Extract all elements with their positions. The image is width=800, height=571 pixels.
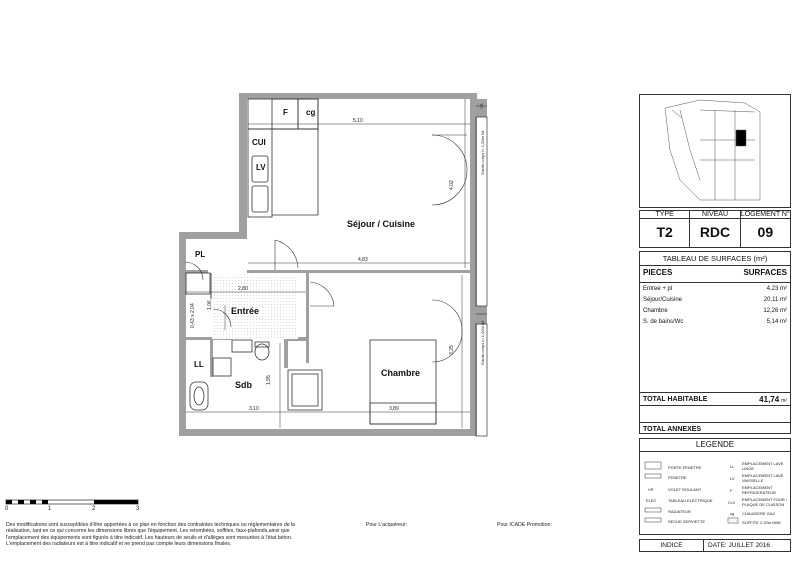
date-value: JUILLET 2016 (728, 542, 770, 549)
surface-row: S. de bains/Wc 5,14 m² (643, 318, 787, 325)
legend-soffite: SOFFITE 2.20m MINI (742, 520, 781, 525)
walls (179, 93, 487, 436)
legend-chaudiere-gaz: CHAUDIERE GAZ (742, 511, 775, 516)
scale-tick-1: 1 (48, 506, 52, 512)
logement-label: LOGEMENT N° (740, 211, 790, 218)
indice-label: INDICE (640, 540, 704, 551)
col-pieces: PIECES (643, 268, 673, 277)
scale-tick-3: 3 (136, 506, 140, 512)
col-surfaces: SURFACES (743, 268, 787, 277)
dim-510: 5,10 (353, 118, 363, 124)
logement-value: 09 (757, 224, 774, 240)
dim-195: 1,95 (266, 375, 272, 385)
legend-tableau-electrique: TABLEAU ELECTRIQUE (668, 498, 713, 503)
type-value: T2 (656, 224, 673, 240)
legend-refrigerateur: EMPLACEMENT REFRIGERATEUR (742, 485, 776, 495)
niveau-value: RDC (699, 224, 731, 240)
promotion-label: Pour ICADE Promotion: (497, 522, 552, 528)
room-label-cui: CUI (252, 138, 266, 147)
dim-280: 2,80 (238, 286, 248, 292)
legend-seche-serviette: SECHE SERVIETTE (668, 519, 706, 524)
key-plan-box (639, 94, 791, 208)
room-label-pl: PL (195, 250, 206, 259)
legend-lave-vaisselle: EMPLACEMENT LAVE VAISSELLE (742, 473, 784, 483)
room-label-sejour: Séjour / Cuisine (347, 219, 416, 229)
scale-bar (6, 500, 138, 504)
scale-tick-2: 2 (92, 506, 96, 512)
niveau-label: NIVEAU (690, 211, 739, 219)
surface-row: Entree + pl 4,23 m² (643, 285, 787, 292)
legend-cg-code: cg (730, 511, 735, 516)
dim-389: 3,89 (389, 406, 399, 412)
legend-radiateur: RADIATEUR (668, 509, 691, 514)
dim-483: 4,83 (358, 257, 368, 263)
surface-row: Chambre 12,26 m² (643, 307, 787, 314)
date-label: DATE: (708, 542, 727, 549)
legend-vr-code: VR (648, 487, 654, 492)
dim-325: 3,25 (449, 345, 455, 355)
legend-volet-roulant: VOLET ROULANT (668, 487, 702, 492)
legend-cui-code: CUI (728, 500, 735, 505)
surfaces-table (639, 251, 791, 434)
disclaimer: Des modifications sont susceptibles d'être apportées à ce plan en fonction des contraintes techniques ou réglementaires de la réalisation, tant en ce qui concerne les dimensions libres que l'équipement. Les retombées, soffites, faux-plafonds,ainsi que l'emplacement des équipements sont figurés à titre indicatif. Les hauteurs de seuils et d'allèges sont mesurées à l'état béton. L'emplacement des radiateurs est à titre indicatif et ne prend pas compte leurs dimensions finales. (6, 522, 296, 547)
room-label-chambre: Chambre (381, 368, 421, 378)
acquereur-label: Pour L'acquéreur: (366, 522, 408, 528)
room-label-cg: cg (306, 108, 316, 117)
header-box (639, 210, 791, 248)
legend-ll-code: LL (730, 464, 735, 469)
total-habitable-row: TOTAL HABITABLE 41,74 m² (640, 392, 790, 406)
scale-tick-0: 0 (5, 506, 9, 512)
garde-corps-label-1: Garde-corps h: 1,00m h/t (480, 130, 485, 175)
legend-f-code: F (730, 488, 733, 493)
total-annexes-row: TOTAL ANNEXES (640, 422, 790, 435)
dim-310: 3,10 (249, 406, 259, 412)
dim-402: 4,02 (449, 180, 455, 190)
legend-elec-code: ELEC (646, 498, 657, 503)
legend-porte-fenetre: PORTE FENETRE (668, 465, 702, 470)
info-strip (639, 539, 791, 552)
surfaces-title: TABLEAU DE SURFACES (m²) (640, 252, 790, 266)
vr-label: VR (479, 103, 484, 109)
bed-icon (370, 340, 436, 424)
room-label-f: F (283, 108, 288, 117)
garde-corps-label-2: Garde-corps h: 1,00m h/t (480, 320, 485, 365)
legend-title: LEGENDE (640, 439, 790, 452)
room-label-ll: LL (194, 360, 204, 369)
room-label-lv: LV (256, 163, 266, 172)
surface-row: Séjour/Cuisine 20,11 m² (643, 296, 787, 303)
dim-106: 1,06 (207, 300, 213, 310)
legend-lv-code: LV (730, 476, 735, 481)
legend-lave-linge: EMPLACEMENT LAVE LINGE (742, 461, 784, 471)
legend-four-plaque: EMPLACEMENT FOUR / PLAQUE DE CUISSON (742, 497, 788, 507)
room-label-sdb: Sdb (235, 380, 252, 390)
legend-fenetre: FENETRE (668, 475, 687, 480)
type-label: TYPE (640, 211, 689, 219)
dim-043: 0,43 x 2,04 (190, 303, 196, 328)
room-label-entree: Entrée (231, 306, 260, 316)
